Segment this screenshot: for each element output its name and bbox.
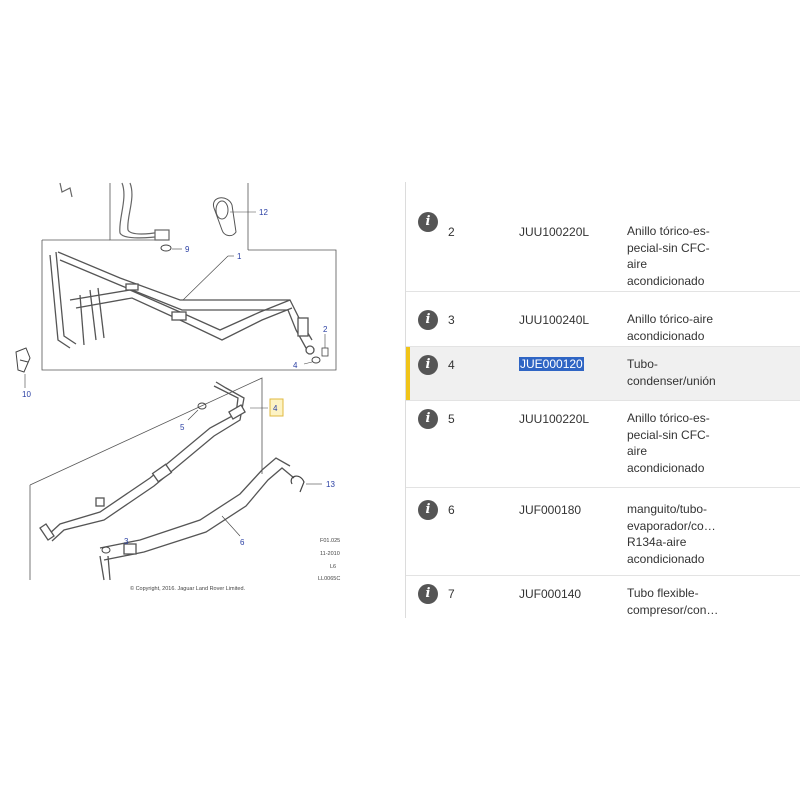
desc-line: evaporador/co… [627, 518, 716, 533]
desc-line: manguito/tubo- [627, 502, 708, 516]
desc-line: acondicionado [627, 551, 705, 566]
part-description [627, 410, 737, 476]
desc-line: acondicionado [627, 328, 705, 343]
callout-6: 6 [240, 538, 245, 547]
part-description [627, 501, 737, 567]
ref-code-4: LL0065C [318, 576, 341, 582]
ref-code-2: 11-2010 [320, 551, 340, 557]
part-row[interactable] [406, 576, 800, 618]
parts-list [406, 182, 800, 618]
part-position: 2 [448, 225, 455, 239]
part-position: 7 [448, 587, 455, 601]
part-position: 3 [448, 313, 455, 327]
callout-9: 9 [185, 245, 190, 254]
top-pipe [60, 183, 169, 240]
pipe-4 [40, 382, 245, 541]
pipe-assembly-1 [50, 252, 314, 354]
callout-2: 2 [323, 325, 328, 334]
callout-3-lower: 3 [124, 537, 129, 546]
desc-line: aire [627, 444, 648, 459]
desc-line: Anillo tórico-es- [627, 224, 710, 238]
part-description [627, 311, 737, 344]
desc-line: R134a-aire [627, 535, 687, 550]
callout-4: 4 [273, 404, 278, 413]
part-number[interactable]: JUF000140 [519, 587, 582, 601]
part-row[interactable] [406, 292, 800, 347]
part-position: 5 [448, 412, 455, 426]
info-icon[interactable]: i [418, 500, 438, 520]
desc-line: Tubo- [627, 357, 658, 371]
part-row[interactable] [406, 401, 800, 488]
info-icon[interactable]: i [418, 310, 438, 330]
callout-13: 13 [326, 480, 335, 489]
part-position: 6 [448, 503, 455, 517]
ref-code-3: L6 [330, 564, 337, 570]
part-number[interactable]: JUU100220L [519, 412, 590, 426]
desc-line: acondicionado [627, 460, 705, 475]
lower-frame [30, 378, 262, 580]
part-row[interactable] [406, 192, 800, 292]
callout-1: 1 [237, 252, 242, 261]
callout-10: 10 [22, 390, 31, 399]
part-number[interactable]: JUU100220L [519, 225, 590, 239]
part-row[interactable] [406, 488, 800, 576]
desc-line: condenser/unión [627, 373, 716, 388]
part-row-selected[interactable] [406, 347, 800, 401]
desc-line: Anillo tórico-aire [627, 312, 714, 326]
callout-3-upper: 4 [293, 361, 298, 370]
part-number[interactable]: JUF000180 [519, 503, 582, 517]
hose-6 [100, 458, 294, 580]
part-description [627, 356, 737, 389]
desc-line: compresor/con… [627, 602, 719, 617]
part-position: 4 [448, 358, 455, 372]
part-number[interactable]: JUU100240L [519, 313, 590, 327]
desc-line: pecial-sin CFC- [627, 427, 710, 442]
callout-12: 12 [259, 208, 268, 217]
desc-line: Tubo flexible- [627, 586, 699, 600]
info-icon[interactable]: i [418, 355, 438, 375]
part-description [627, 585, 737, 618]
upper-frame [42, 183, 336, 370]
clamp-12 [213, 198, 236, 236]
desc-line: aire [627, 257, 648, 272]
info-icon[interactable]: i [418, 409, 438, 429]
info-icon[interactable]: i [418, 584, 438, 604]
desc-line: Anillo tórico-es- [627, 411, 710, 425]
part-description [627, 223, 737, 289]
copyright-text: © Copyright, 2016. Jaguar Land Rover Limited. [130, 586, 246, 592]
desc-line: acondicionado [627, 273, 705, 288]
selected-indicator [406, 347, 410, 400]
part-number-highlighted[interactable]: JUE000120 [520, 357, 583, 371]
ref-code-1: F01.025 [320, 538, 341, 544]
desc-line: pecial-sin CFC- [627, 240, 710, 255]
info-icon[interactable]: i [418, 212, 438, 232]
callout-5: 5 [180, 423, 185, 432]
bracket-10 [16, 348, 30, 372]
